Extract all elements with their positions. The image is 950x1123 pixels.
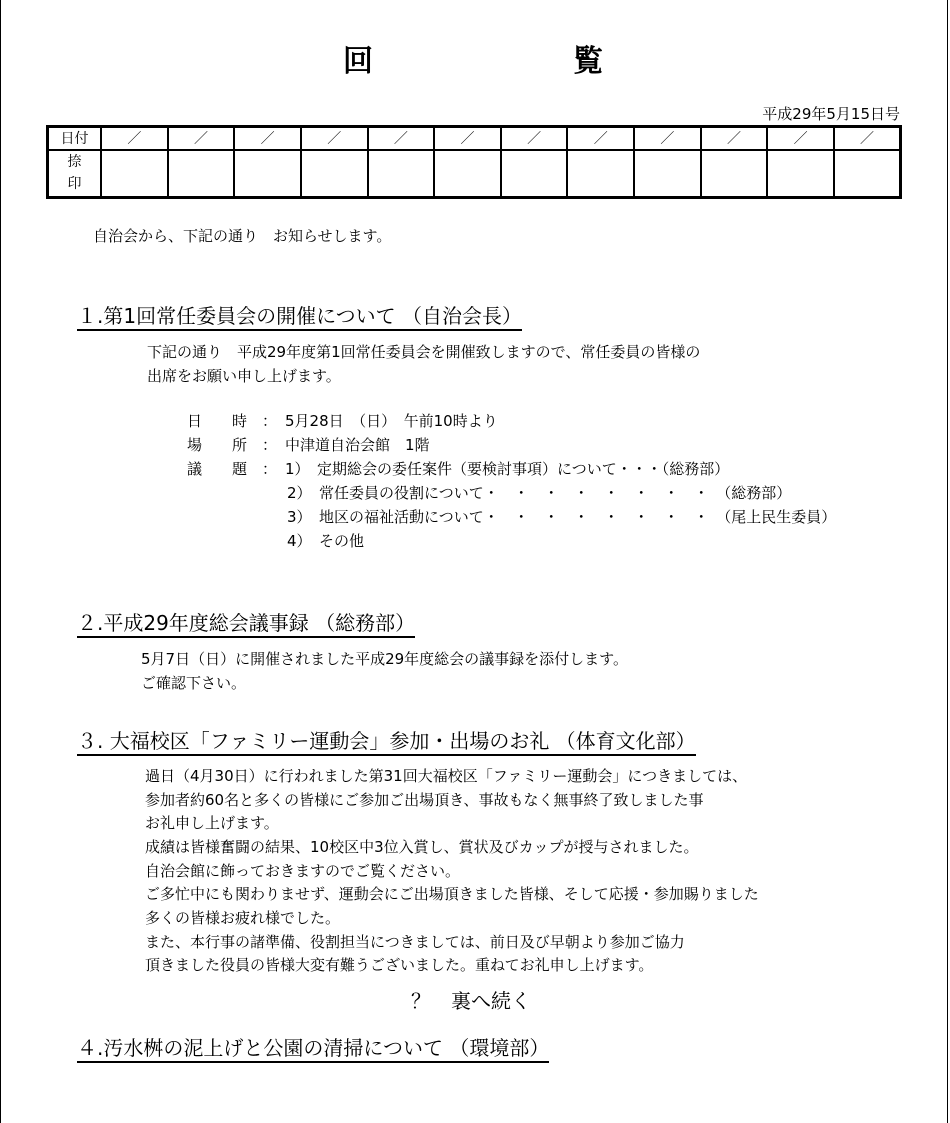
section1-heading: １.第1回常任委員会の開催について （自治会長） xyxy=(77,303,522,331)
section2-line: 5月7日（日）に開催されました平成29年度総会の議事録を添付します。 xyxy=(141,650,628,668)
intro-text: 自治会から、下記の通り お知らせします。 xyxy=(93,227,392,245)
date-label: 日付 xyxy=(48,127,102,150)
stamp-cell[interactable] xyxy=(301,150,368,198)
date-cell: ／ xyxy=(434,127,501,150)
section3-line: 参加者約60名と多くの皆様にご参加ご出場頂き、事故もなく無事終了致しました事 xyxy=(145,791,704,809)
stamp-cell[interactable] xyxy=(567,150,634,198)
section3-line: 頂きました役員の皆様大変有難うございました。重ねてお礼申し上げます。 xyxy=(145,956,654,974)
stamp-cell[interactable] xyxy=(234,150,301,198)
agenda-item: 2） 常任委員の役割について・ ・ ・ ・ ・ ・ ・ ・ （総務部） xyxy=(287,484,792,502)
date-cell: ／ xyxy=(101,127,168,150)
title-char-1: 回 xyxy=(343,44,373,79)
stamp-cell[interactable] xyxy=(368,150,435,198)
stamp-cell[interactable] xyxy=(701,150,768,198)
stamp-label-top: 捺 xyxy=(67,154,82,171)
agenda-item: 3） 地区の福祉活動について・ ・ ・ ・ ・ ・ ・ ・ （尾上民生委員） xyxy=(287,508,837,526)
section4-heading: ４.汚水桝の泥上げと公園の清掃について （環境部） xyxy=(77,1035,549,1063)
stamp-cell[interactable] xyxy=(834,150,901,198)
stamp-cell[interactable] xyxy=(101,150,168,198)
agenda-item: 4） その他 xyxy=(287,532,365,550)
date-cell: ／ xyxy=(168,127,235,150)
agenda-item: 1） 定期総会の委任案件（要検討事項）について・・・（総務部） xyxy=(285,460,730,478)
issue-date: 平成29年5月15日号 xyxy=(762,105,900,123)
section3-line: 自治会館に飾っておきますのでご覧ください。 xyxy=(145,862,461,880)
date-cell: ／ xyxy=(567,127,634,150)
section3-line: 過日（4月30日）に行われました第31回大福校区「ファミリー運動会」につきましては、 xyxy=(145,767,748,785)
meeting-place-value: 中津道自治会館 1階 xyxy=(285,436,430,454)
section3-line: ご多忙中にも関わりませず、運動会にご出場頂きました皆様、そして応援・参加賜りました xyxy=(145,885,759,903)
section3-line: また、本行事の諸準備、役割担当につきましては、前日及び早朝より参加ご協力 xyxy=(145,933,685,951)
date-cell: ／ xyxy=(301,127,368,150)
title-char-2: 覧 xyxy=(573,44,603,79)
date-cell: ／ xyxy=(234,127,301,150)
section3-line: お礼申し上げます。 xyxy=(145,814,279,832)
date-cell: ／ xyxy=(368,127,435,150)
continue-note: ？ 裏へ続く xyxy=(411,989,531,1013)
date-cell: ／ xyxy=(767,127,834,150)
section1-line: 下記の通り 平成29年度第1回常任委員会を開催致しますので、常任委員の皆様の xyxy=(147,343,701,361)
section2-heading: ２.平成29年度総会議事録 （総務部） xyxy=(77,610,415,638)
stamp-cell[interactable] xyxy=(767,150,834,198)
meeting-date-label: 日 時 ： xyxy=(187,412,278,430)
stamp-label xyxy=(48,150,102,198)
stamp-cell[interactable] xyxy=(634,150,701,198)
stamp-cell[interactable] xyxy=(501,150,568,198)
stamp-label-bottom: 印 xyxy=(67,176,82,193)
section3-line: 成績は皆様奮闘の結果、10校区中3位入賞し、賞状及びカップが授与されました。 xyxy=(145,838,699,856)
section2-line: ご確認下さい。 xyxy=(141,674,247,692)
section1-line: 出席をお願い申し上げます。 xyxy=(147,367,341,385)
meeting-date-value: 5月28日 （日） 午前10時より xyxy=(285,412,498,430)
document-title xyxy=(1,36,950,79)
section3-line: 多くの皆様お疲れ様でした。 xyxy=(145,909,341,927)
date-cell: ／ xyxy=(834,127,901,150)
section3-heading: ３. 大福校区「ファミリー運動会」参加・出場のお礼 （体育文化部） xyxy=(77,728,696,756)
circulation-table xyxy=(46,125,902,199)
date-cell: ／ xyxy=(501,127,568,150)
date-cell: ／ xyxy=(701,127,768,150)
meeting-place-label: 場 所 ： xyxy=(187,436,278,454)
stamp-cell[interactable] xyxy=(434,150,501,198)
stamp-cell[interactable] xyxy=(168,150,235,198)
date-cell: ／ xyxy=(634,127,701,150)
agenda-label: 議 題 ： xyxy=(187,460,278,478)
